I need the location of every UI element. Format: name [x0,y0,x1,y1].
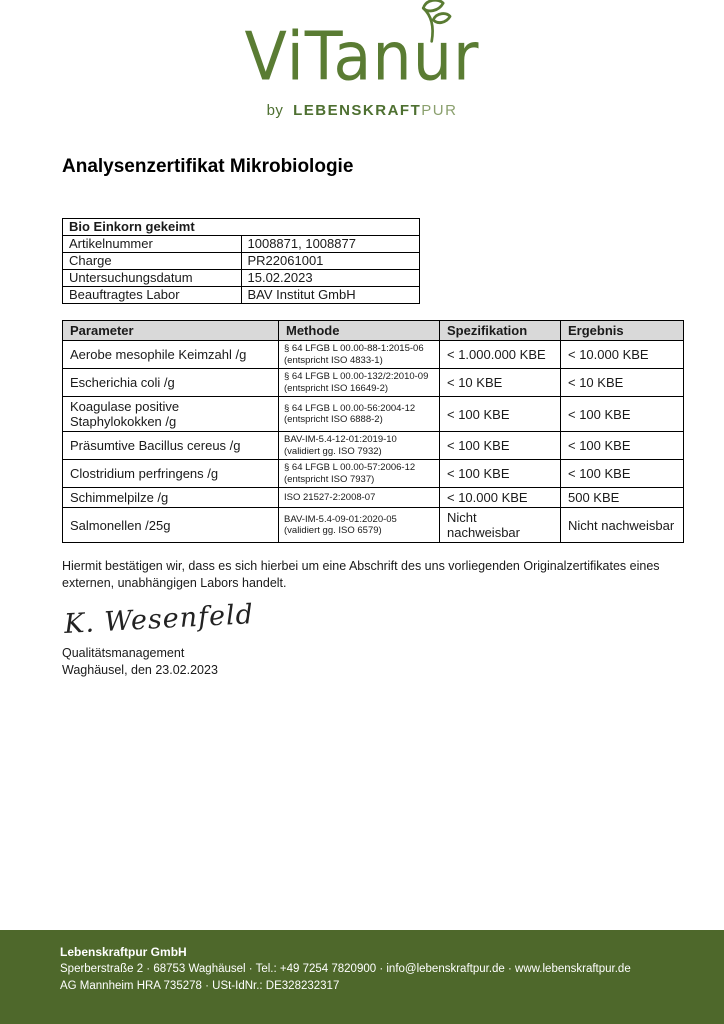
signature-handwriting: K. Wesenfeld [63,599,255,640]
methode-line2: (validiert gg. ISO 7932) [284,445,382,457]
info-label: Beauftragtes Labor [63,287,242,304]
table-row [63,253,420,270]
methode-line2: (validiert gg. ISO 6579) [284,525,382,536]
cell-parameter: Escherichia coli /g [63,369,279,397]
info-value: 1008871, 1008877 [241,236,420,253]
cell-ergebnis: < 100 KBE [561,460,684,488]
signature-place-date: Waghäusel, den 23.02.2023 [62,663,218,677]
cell-methode [279,488,440,508]
cell-methode [279,397,440,432]
cell-ergebnis: < 10.000 KBE [561,341,684,369]
table-row [63,341,684,369]
confirmation-statement: Hiermit bestätigen wir, dass es sich hierbei um eine Abschrift des uns vorliegenden Originalzertifikates eines externen, unabhängigen Labors handelt. [62,559,660,590]
table-row [63,488,684,508]
cell-spezifikation: < 100 KBE [440,397,561,432]
cell-parameter: Präsumtive Bacillus cereus /g [63,432,279,460]
table-row [63,270,420,287]
signature-role: Qualitätsmanagement [62,646,185,660]
cell-spezifikation: Nicht nachweisbar [440,508,561,543]
cell-ergebnis: < 10 KBE [561,369,684,397]
brand-wordmark [244,17,480,96]
cell-spezifikation: < 10.000 KBE [440,488,561,508]
byline-prefix: by [266,102,284,119]
info-value: 15.02.2023 [241,270,420,287]
methode-line1: BAV-IM-5.4-12-01:2019-10 [284,434,397,445]
sample-name: Bio Einkorn gekeimt [63,219,420,236]
cell-spezifikation: < 10 KBE [440,369,561,397]
table-row [63,397,684,432]
methode-line2: (entspricht ISO 6888-2) [284,414,383,425]
table-row [63,432,684,460]
sprout-leaves-icon [411,0,457,43]
cell-parameter: Koagulase positive Staphylokokken /g [63,397,279,432]
cell-parameter: Aerobe mesophile Keimzahl /g [63,341,279,369]
methode-line2: (entspricht ISO 4833-1) [284,354,383,366]
page-title: Analysenzertifikat Mikrobiologie [62,156,354,177]
methode-line2: (entspricht ISO 16649-2) [284,382,389,394]
cell-parameter: Clostridium perfringens /g [63,460,279,488]
cell-spezifikation: < 1.000.000 KBE [440,341,561,369]
logo [0,17,724,119]
footer-company: Lebenskraftpur GmbH [60,945,187,959]
methode-line1: § 64 LFGB L 00.00-57:2006-12 [284,462,416,473]
footer-address: Sperberstraße 2 · 68753 Waghäusel · Tel.: +49 7254 7820900 · info@lebenskraftpur.de · www.lebenskraftpur.de [60,963,631,975]
table-row [63,369,684,397]
table-row [63,236,420,253]
cell-ergebnis: 500 KBE [561,488,684,508]
methode-line2: (entspricht ISO 7937) [284,473,375,485]
methode-line1: § 64 LFGB L 00.00-56:2004-12 [284,402,416,414]
col-header-parameter: Parameter [63,321,279,341]
cell-spezifikation: < 100 KBE [440,432,561,460]
cell-methode [279,369,440,397]
col-header-spezifikation: Spezifikation [440,321,561,341]
methode-line1: § 64 LFGB L 00.00-88-1:2015-06 [284,343,424,354]
info-label: Artikelnummer [63,236,242,253]
methode-line1: ISO 21527-2:2008-07 [284,491,376,503]
methode-line1: § 64 LFGB L 00.00-132/2:2010-09 [284,371,429,382]
footer [0,930,724,1024]
cell-methode [279,341,440,369]
table-row [63,287,420,304]
sample-info-table [62,218,420,304]
col-header-ergebnis: Ergebnis [561,321,684,341]
cell-methode [279,460,440,488]
brand-text: ViTanur [244,17,480,96]
cell-ergebnis: < 100 KBE [561,432,684,460]
methode-line1: BAV-IM-5.4-09-01:2020-05 [284,513,397,525]
logo-byline [267,102,458,119]
info-label: Charge [63,253,242,270]
byline-suffix: PUR [421,102,458,119]
info-value: BAV Institut GmbH [241,287,420,304]
cell-ergebnis: < 100 KBE [561,397,684,432]
cell-parameter: Schimmelpilze /g [63,488,279,508]
cell-spezifikation: < 100 KBE [440,460,561,488]
byline-main: LEBENSKRAFT [293,102,422,119]
table-row [63,460,684,488]
footer-registry: AG Mannheim HRA 735278 · USt-IdNr.: DE328232317 [60,980,340,992]
cell-methode [279,432,440,460]
cell-parameter: Salmonellen /25g [63,508,279,543]
table-row [63,219,420,236]
col-header-methode: Methode [279,321,440,341]
cell-ergebnis: Nicht nachweisbar [561,508,684,543]
table-header-row [63,321,684,341]
cell-methode [279,508,440,543]
table-row [63,508,684,543]
results-table [62,320,684,543]
info-label: Untersuchungsdatum [63,270,242,287]
info-value: PR22061001 [241,253,420,270]
